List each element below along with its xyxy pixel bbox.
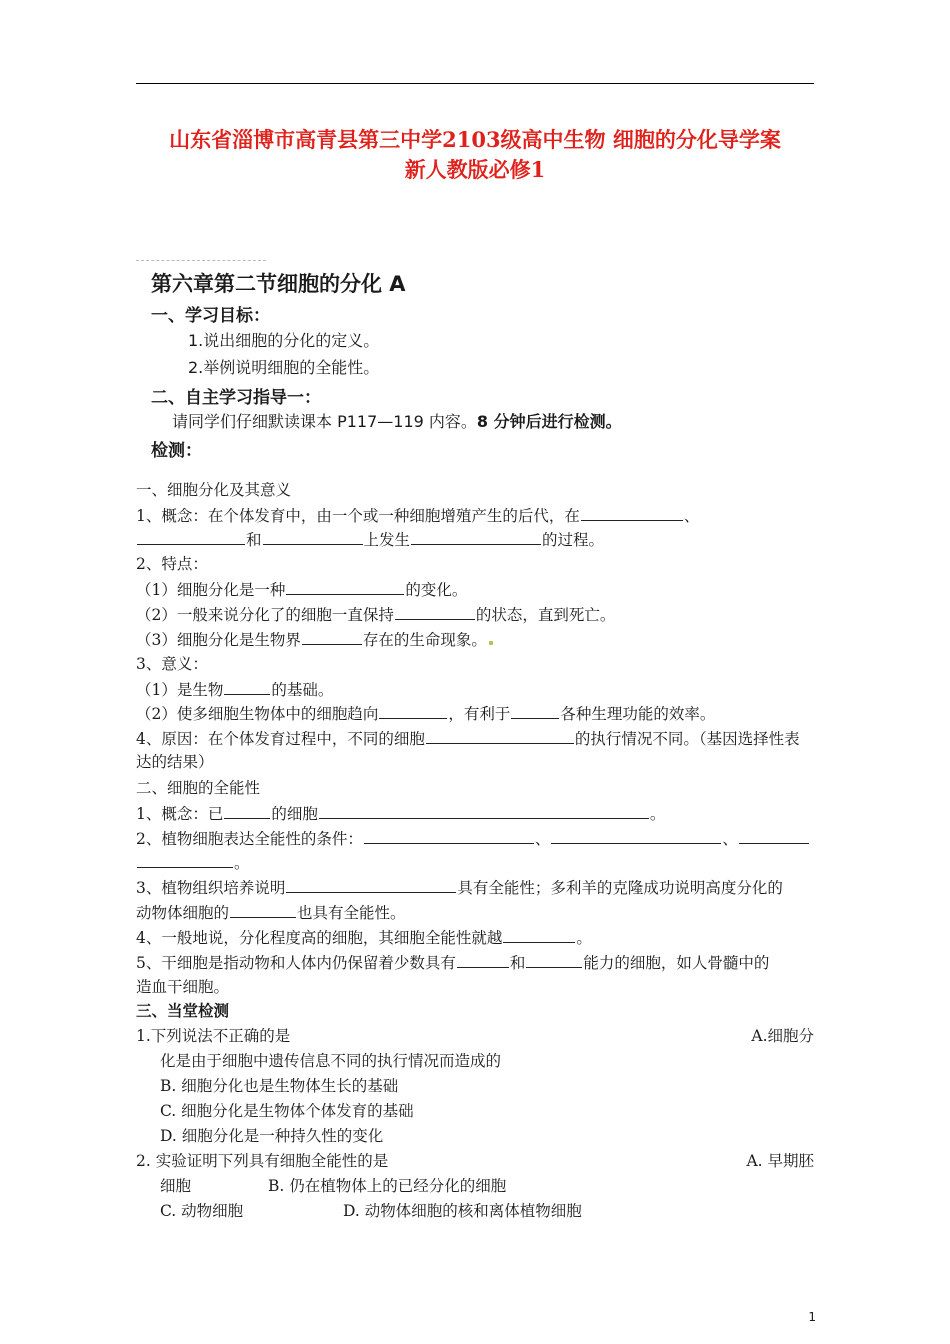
feature-2: [136, 602, 615, 625]
text: 1、概念：在个体发育中，由一个或一种细胞增殖产生的后代，在: [136, 507, 580, 525]
question-1-option-c: C. 细胞分化是生物体个体发育的基础: [160, 1102, 414, 1120]
text: 存在的生命现象。: [362, 631, 487, 649]
answer-blank[interactable]: [526, 950, 582, 968]
question-1-option-b: B. 细胞分化也是生物体生长的基础: [160, 1077, 399, 1095]
stem-cell-line2: 造血干细胞。: [136, 978, 230, 996]
meaning-1: [136, 677, 333, 700]
text: 上发生: [363, 531, 411, 549]
text: 的执行情况不同。（基因选择性表: [574, 730, 800, 748]
text: ，有利于: [448, 705, 511, 723]
document-title-line1: 山东省淄博市高青县第三中学2103级高中生物 细胞的分化导学案: [169, 127, 781, 152]
text: 的状态，直到死亡。: [475, 606, 616, 624]
answer-blank[interactable]: [230, 900, 296, 918]
text: 的基础。: [271, 681, 334, 699]
question-2: 2. 实验证明下列具有细胞全能性的是: [136, 1152, 389, 1170]
text: 和: [509, 954, 526, 972]
answer-blank[interactable]: [426, 726, 574, 744]
text: （2）使多细胞生物体中的细胞趋向: [136, 705, 379, 723]
answer-blank[interactable]: [411, 527, 541, 545]
tissue-culture-line2: [136, 900, 406, 923]
answer-blank[interactable]: [503, 925, 575, 943]
meaning-title: 3、意义：: [136, 655, 208, 673]
answer-blank[interactable]: [581, 503, 683, 521]
text: 2、植物细胞表达全能性的条件：: [136, 830, 363, 848]
concept-line1: [136, 503, 699, 526]
question-2-option-c: C. 动物细胞: [160, 1202, 244, 1220]
meaning-2: [136, 701, 715, 724]
scan-speck: [489, 641, 493, 645]
question-1-option-a-head: A.细胞分: [751, 1027, 814, 1045]
feature-1: [136, 577, 467, 600]
text: （2）一般来说分化了的细胞一直保持: [136, 606, 394, 624]
answer-blank[interactable]: [263, 527, 363, 545]
feature-3: [136, 627, 495, 650]
question-2-option-a-head: A. 早期胚: [746, 1152, 814, 1170]
page-number: 1: [808, 1310, 816, 1324]
answer-blank[interactable]: [379, 701, 447, 719]
stem-cell-line1: [136, 950, 769, 973]
question-2-option-a: 细胞: [160, 1177, 192, 1195]
text: 1、概念：已: [136, 805, 224, 823]
differentiation-degree: [136, 925, 592, 948]
question-2-option-d: D. 动物体细胞的核和离体植物细胞: [343, 1202, 582, 1220]
text: 、: [534, 830, 551, 848]
goals-title: 一、学习目标：: [151, 306, 270, 326]
text: 4、一般地说，分化程度高的细胞，其细胞全能性就越: [136, 929, 503, 947]
answer-blank[interactable]: [137, 527, 245, 545]
text: 、: [722, 830, 738, 848]
goal-1: 1.说出细胞的分化的定义。: [188, 331, 380, 350]
question-1-option-a: 化是由于细胞中遗传信息不同的执行情况而造成的: [160, 1052, 502, 1070]
totipotency-concept: [136, 801, 665, 824]
text: 能力的细胞，如人骨髓中的: [583, 954, 770, 972]
text: 的细胞: [271, 805, 318, 823]
answer-blank[interactable]: [511, 701, 559, 719]
guide-bold: 8 分钟后进行检测。: [476, 412, 622, 431]
text: （3）细胞分化是生物界: [136, 631, 301, 649]
text: 具有全能性；多利羊的克隆成功说明高度分化的: [457, 879, 783, 897]
text: 和: [246, 531, 262, 549]
question-2-option-b: B. 仍在植物体上的已经分化的细胞: [268, 1177, 507, 1195]
answer-blank[interactable]: [302, 627, 362, 645]
answer-blank[interactable]: [395, 602, 475, 620]
part2-title: 二、细胞的全能性: [136, 779, 261, 797]
check-title: 检测：: [151, 441, 202, 461]
plant-conditions-line1: [136, 826, 810, 849]
divider: [136, 260, 266, 261]
document-title-line2: 新人教版必修1: [404, 157, 546, 182]
answer-blank[interactable]: [319, 801, 649, 819]
text: 的过程。: [542, 531, 605, 549]
text: 4、原因：在个体发育过程中，不同的细胞: [136, 730, 425, 748]
reason-line1: [136, 726, 800, 749]
feature-title: 2、特点：: [136, 555, 208, 573]
guide-title: 二、自主学习指导一：: [151, 388, 321, 408]
part3-title: 三、当堂检测: [136, 1002, 230, 1020]
text: 也具有全能性。: [297, 904, 406, 922]
question-1: 1.下列说法不正确的是: [136, 1027, 291, 1045]
answer-blank[interactable]: [457, 950, 509, 968]
header-rule: [136, 83, 814, 84]
text: 、: [683, 507, 700, 525]
guide-line: [172, 409, 622, 432]
goal-2: 2.举例说明细胞的全能性。: [188, 358, 380, 377]
text: 各种生理功能的效率。: [560, 705, 716, 723]
answer-blank[interactable]: [286, 875, 456, 893]
answer-blank[interactable]: [364, 826, 534, 844]
answer-blank[interactable]: [137, 850, 233, 868]
reason-line2: 达的结果）: [136, 753, 214, 771]
text: 的变化。: [405, 581, 468, 599]
guide-text: 请同学们仔细默读课本 P117—119 内容。: [172, 412, 477, 431]
text: 3、植物组织培养说明: [136, 879, 286, 897]
answer-blank[interactable]: [224, 677, 270, 695]
concept-line2: [136, 527, 604, 550]
question-1-option-d: D. 细胞分化是一种持久性的变化: [160, 1127, 384, 1145]
text: （1）细胞分化是一种: [136, 581, 286, 599]
answer-blank[interactable]: [551, 826, 721, 844]
text: （1）是生物: [136, 681, 224, 699]
text: 动物体细胞的: [136, 904, 230, 922]
answer-blank[interactable]: [286, 577, 404, 595]
text: 。: [649, 805, 666, 823]
text: 。: [234, 854, 250, 872]
part1-title: 一、细胞分化及其意义: [136, 481, 292, 499]
answer-blank[interactable]: [739, 826, 809, 844]
text: 5、干细胞是指动物和人体内仍保留着少数具有: [136, 954, 456, 972]
answer-blank[interactable]: [224, 801, 270, 819]
chapter-heading: 第六章第二节细胞的分化 A: [151, 272, 406, 296]
text: 。: [576, 929, 592, 947]
plant-conditions-line2: [136, 850, 250, 873]
tissue-culture-line1: [136, 875, 783, 898]
